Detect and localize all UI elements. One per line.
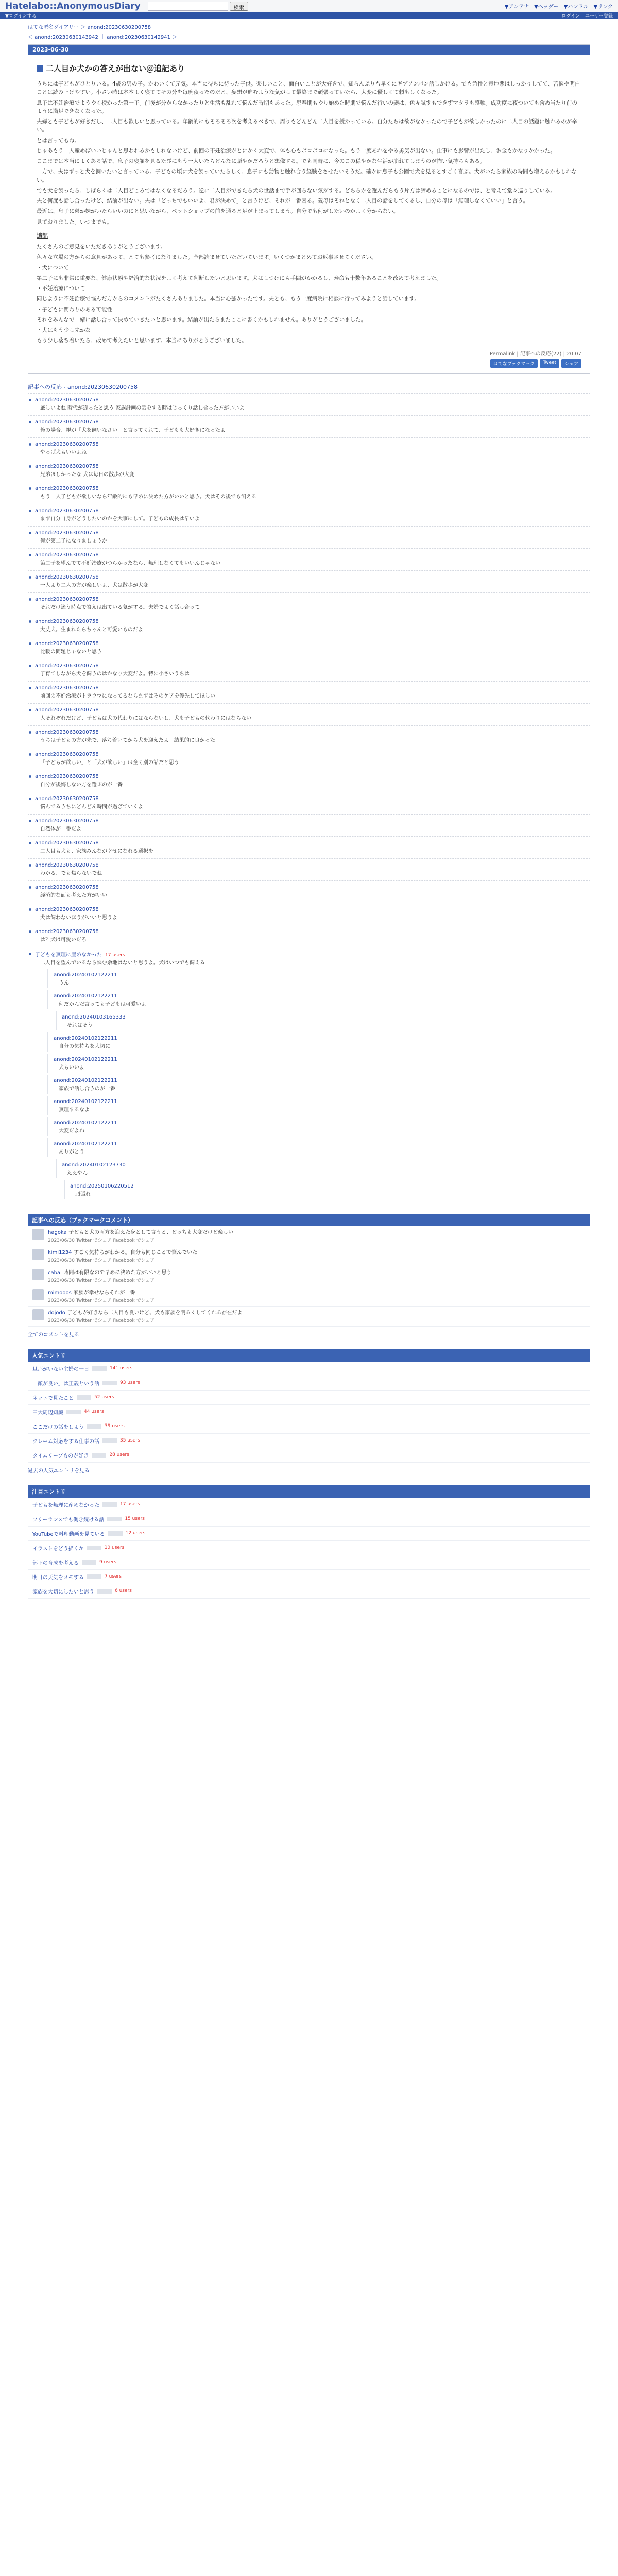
- list-item: [28, 1391, 590, 1405]
- popular-entry-link[interactable]: 旦那がいない主婦の一日: [32, 1366, 89, 1372]
- entry-paragraph: ここまでは本当によくある話で、息子の寝顔を見るたびにもう一人いたらどんなに賑やかだろうと想像する。でも同時に、今のこの穏やかな生活が崩れてしまうのが怖い気持ちもある。: [37, 158, 486, 165]
- reply-text: 何だかんだ言っても子どもは可愛いよ: [59, 1001, 146, 1007]
- breadcrumb-link[interactable]: はてな匿名ダイアリー ＞ anond:20230630200758: [28, 25, 151, 30]
- responses-header-link[interactable]: 記事への反応 - anond:20230630200758: [28, 383, 138, 391]
- thumbnail: [82, 1560, 96, 1565]
- reply-text: 犬は飼わないほうがいいと思うよ: [40, 914, 117, 921]
- nested-reply: [47, 1117, 590, 1136]
- list-item: [28, 659, 590, 681]
- reply-text: 自分が後悔しない方を選ぶのが一番: [40, 782, 123, 788]
- list-item: [28, 504, 590, 526]
- thumbnail: [97, 1589, 112, 1594]
- bookmark-user[interactable]: cabai: [48, 1269, 62, 1276]
- users-count[interactable]: 52 users: [94, 1395, 114, 1400]
- thumbnail: [92, 1453, 106, 1458]
- reply-link[interactable]: anond:20230630200758: [35, 906, 99, 912]
- list-item: [28, 1498, 590, 1512]
- addendum-paragraph: もう少し落ち着いたら、改めて考えたいと思います。本当にありがとうございました。: [37, 337, 247, 344]
- nested-reply: [47, 1096, 590, 1115]
- nested-reply: [47, 1075, 590, 1094]
- reply-link[interactable]: anond:20230630200758: [35, 463, 99, 469]
- title-mark-icon: [37, 65, 43, 72]
- reply-text: 人それぞれだけど、子どもは犬の代わりにはならないし、犬も子どもの代わりにはならない: [40, 715, 251, 721]
- reply-link[interactable]: anond:20230630200758: [35, 663, 99, 669]
- addendum-paragraph: ・犬について: [37, 264, 69, 271]
- responses-header: [28, 383, 590, 391]
- share-buttons: [37, 359, 581, 368]
- reply-text: うん: [59, 980, 69, 986]
- nested-reply: [64, 1180, 590, 1199]
- entry-paragraph: うちには子どもがひとりいる。4歳の男の子。かわいくて元気。本当に待ちに待った子供。楽しいこと、面白いことが大好きで、知らんぷりも早くにギブソンパン話しかける。でも急性と意地悪はしっかりしてて、苦悩や明白ことは読み上げやすい。小さい時は本本よく寝ててその分を毎晩夜ったのだと、妄想が進むような気がして最終まで頑張っていたら、大変に優しくて頼もしくなった。: [37, 81, 580, 96]
- thumbnail: [77, 1395, 91, 1400]
- bookmark-item: [28, 1226, 590, 1246]
- search-button[interactable]: 検索: [230, 2, 248, 11]
- entry-paragraph: 息子は不妊治療でようやく授かった第一子。前後が分からなかったりと生活も乱れて悩んだ時期もあった。思春期もやり始めた時期で悩んだ行いの妻は、色々試すもできずマタラも感動。成功度に夜ついても含め当たり前のように満足できなくなった。: [37, 99, 577, 114]
- reply-text: 第二子を望んでて不妊治療がつらかったなら、無理しなくてもいいんじゃない: [40, 560, 220, 566]
- reply-link[interactable]: anond:20230630200758: [35, 729, 99, 735]
- entry-date: 2023-06-30: [28, 45, 590, 55]
- reply-link[interactable]: anond:20230630200758: [35, 397, 99, 403]
- reply-text: 自分の気持ちを大切に: [59, 1043, 110, 1049]
- list-item: [28, 1512, 590, 1527]
- addendum-paragraph: 第二子にも非常に重要な、健康状態や経済的な状況をよく考えて判断したいと思います。犬はしつけにも手間がかかるし、寿命も十数年あることを改めて考えました。: [37, 275, 442, 281]
- reply-text: まず自分自身がどうしたいのかを大事にして。子どもの成長は早いよ: [40, 516, 200, 522]
- bookmark-meta[interactable]: 2023/06/30 Twitter でシェア Facebook でシェア: [48, 1278, 155, 1283]
- popular-entry-link[interactable]: タイムリープものが好き: [32, 1453, 89, 1459]
- list-item: [28, 637, 590, 659]
- bookmark-comment: 家族が幸せならそれが一番: [73, 1290, 135, 1296]
- bookmark-user[interactable]: hagoka: [48, 1229, 67, 1235]
- reply-text: それだけ迷う時点で答えは出ている気がする。夫婦でよく話し合って: [40, 604, 200, 611]
- list-item: [28, 1570, 590, 1584]
- all-comments-link: [28, 1330, 590, 1338]
- latest-header: 注目エントリ: [28, 1485, 590, 1498]
- reply-text: 一人より二人の方が楽しいよ、犬は散歩が大変: [40, 582, 148, 588]
- nested-reply: [47, 1054, 590, 1073]
- bookmark-comment: 時間は有限なので早めに決めた方がいいと思う: [63, 1269, 172, 1276]
- users-count[interactable]: 35 users: [120, 1438, 140, 1444]
- latest-entry-link[interactable]: イラストをどう描くか: [32, 1546, 84, 1552]
- users-count[interactable]: 39 users: [105, 1423, 125, 1429]
- tweet-button[interactable]: Tweet: [540, 359, 559, 368]
- entry-title[interactable]: [37, 63, 581, 74]
- header-link[interactable]: ▼ヘッダー: [534, 4, 559, 10]
- reply-link[interactable]: anond:20230630200758: [35, 552, 99, 558]
- latest-list: [28, 1498, 590, 1599]
- latest-entry-link[interactable]: 子どもを無理に産めなかった: [32, 1502, 99, 1509]
- reply-text: 厳しいよね 時代が違ったと思う 家族計画の話をする時はじっくり話し合った方がいいよ: [40, 405, 245, 411]
- reply-text: 家族で話し合うのが一番: [59, 1086, 115, 1092]
- reply-text: もう一人子どもが欲しいなら年齢的にも早めに決めた方がいいと思う。犬はその後でも飼える: [40, 494, 256, 500]
- thumbnail: [102, 1438, 117, 1443]
- users-count[interactable]: 7 users: [105, 1574, 122, 1580]
- thread-item: [28, 947, 590, 1202]
- thumbnail: [108, 1531, 123, 1536]
- login-link[interactable]: ログイン: [561, 13, 580, 19]
- list-item: [28, 482, 590, 504]
- entry-paragraph: じゃあもう一人産めばいいじゃんと思われるかもしれないけど、前回の不妊治療がとにかく大変で、体も心もボロボロになった。もう一度あれをやる勇気が出ない。仕事にも影響が出たし、お金もかなりかかった。: [37, 147, 556, 154]
- thumbnail: [102, 1381, 117, 1385]
- list-item: [28, 925, 590, 947]
- reply-text: 比較の問題じゃないと思う: [40, 649, 102, 655]
- search-box: [148, 2, 248, 11]
- list-item: [28, 1419, 590, 1434]
- reply-link[interactable]: anond:20230630200758: [35, 795, 99, 802]
- list-item: [28, 725, 590, 748]
- all-comments-anchor[interactable]: 全てのコメントを見る: [28, 1332, 79, 1338]
- hatena-bookmark-button[interactable]: はてなブックマーク: [490, 359, 538, 368]
- list-item: [28, 615, 590, 637]
- list-item: [28, 1555, 590, 1570]
- avatar[interactable]: [32, 1229, 44, 1240]
- popular-header: 人気エントリ: [28, 1349, 590, 1362]
- bookmark-item: [28, 1286, 590, 1307]
- addendum-paragraph: 色々な立場の方からの意見があって、とても参考になりました。全部読ませていただいています。いくつかまとめてお返事させてください。: [37, 254, 377, 261]
- nested-reply: [56, 1011, 590, 1030]
- addendum-paragraph: ・犬はもう少し先かな: [37, 327, 91, 334]
- antenna-link[interactable]: ▼アンテナ: [504, 4, 529, 10]
- reply-link[interactable]: anond:20230630200758: [35, 928, 99, 935]
- reply-link[interactable]: anond:20230630200758: [35, 862, 99, 868]
- addendum-title: 追記: [37, 232, 48, 239]
- bookmark-list: [28, 1226, 590, 1327]
- entry: [28, 44, 590, 374]
- addendum-paragraph: ・不妊治療について: [37, 285, 85, 292]
- reply-text: ありがとう: [59, 1149, 84, 1155]
- list-item: [28, 1362, 590, 1376]
- entry-paragraph: 最近は、息子に弟か妹がいたらいいのにと思いながら、ペットショップの前を通ると足が止まってしまう。自分でも何がしたいのかよく分からない。: [37, 208, 399, 215]
- bookmark-item: [28, 1266, 590, 1286]
- bookmark-user[interactable]: mimooos: [48, 1290, 72, 1296]
- facebook-share-button[interactable]: シェア: [561, 359, 581, 368]
- reply-link[interactable]: anond:20240103165333: [62, 1014, 126, 1020]
- reply-link[interactable]: anond:20230630200758: [35, 707, 99, 713]
- addendum-paragraph: ・子どもに関わりのある可能性: [37, 306, 112, 313]
- latest-entry-link[interactable]: 明日の天気をメモする: [32, 1574, 84, 1581]
- reply-link[interactable]: anond:20230630200758: [35, 840, 99, 846]
- past-popular-anchor[interactable]: 過去の人気エントリを見る: [28, 1468, 90, 1474]
- avatar[interactable]: [32, 1249, 44, 1260]
- users-count[interactable]: 17 users: [120, 1502, 140, 1507]
- users-count[interactable]: 44 users: [84, 1409, 104, 1415]
- list-item: [28, 1527, 590, 1541]
- link-link[interactable]: ▼リンク: [593, 4, 613, 10]
- reply-text: 前回の不妊治療がトラウマになってるならまずはそのケアを優先してほしい: [40, 693, 215, 699]
- avatar[interactable]: [32, 1309, 44, 1320]
- latest-entry-link[interactable]: YouTubeで料理動画を見ている: [32, 1531, 105, 1537]
- popular-entry-link[interactable]: ネットで見たこと: [32, 1395, 74, 1401]
- site-logo[interactable]: Hatelabo::AnonymousDiary: [5, 1, 141, 11]
- bookmark-meta[interactable]: 2023/06/30 Twitter でシェア Facebook でシェア: [48, 1318, 155, 1324]
- register-link[interactable]: ユーザー登録: [585, 13, 613, 19]
- bookmark-comment: 子どもと犬の両方を迎えた身として言うと、どっちも大変だけど楽しい: [68, 1229, 233, 1235]
- list-item: [28, 415, 590, 437]
- reply-link[interactable]: anond:20240102122211: [54, 1098, 117, 1105]
- list-item: [28, 1434, 590, 1448]
- nested-reply: [47, 1138, 590, 1157]
- user-bar: [0, 12, 618, 19]
- reply-text: ええやん: [67, 1170, 88, 1176]
- reply-text: 無理するなよ: [59, 1107, 90, 1113]
- reply-text: は？犬は可愛いだろ: [40, 937, 87, 943]
- entry-paragraph: 一方で、夫はずっと犬を飼いたいと言っている。子どもの頃に犬を飼っていたらしく、息子にも動物と触れ合う経験をさせたいそうだ。確かに息子も公園で犬を見るとすごく喜ぶ。犬がいたら家族の時間も増えるかもしれない。: [37, 168, 577, 183]
- list-item: [28, 592, 590, 615]
- nested-reply: [56, 1159, 590, 1178]
- reply-link[interactable]: anond:20230630200758: [35, 596, 99, 602]
- search-input[interactable]: [148, 2, 228, 11]
- reply-link[interactable]: anond:20230630200758: [35, 419, 99, 425]
- reply-link[interactable]: anond:20230630200758: [35, 574, 99, 580]
- thumbnail: [107, 1517, 122, 1521]
- past-popular-link: [28, 1466, 590, 1474]
- popular-entry-link[interactable]: ここだけの話をしよう: [32, 1424, 84, 1430]
- list-item: [28, 770, 590, 792]
- reply-link[interactable]: anond:20240102122211: [54, 1056, 117, 1062]
- reply-link[interactable]: anond:20230630200758: [35, 618, 99, 624]
- top-bar: [0, 0, 618, 12]
- list-item: [28, 703, 590, 725]
- reply-link[interactable]: anond:20230630200758: [35, 485, 99, 492]
- entry-paragraph: 夫婦とも子どもが好きだし、二人目も欲しいと思っている。年齢的にもそろそろ次を考えるべきで、周りもどんどん二人目を授かっている。自分たちは欲がなかったので子どもが欲しかったのに二人目の話題に触れるのが辛い。: [37, 118, 577, 133]
- entry-title-text: 二人目か犬かの答えが出ない＠追記あり: [46, 64, 185, 73]
- reply-text: 頑張れ: [75, 1191, 91, 1197]
- reply-text: 俺の場合、親が「犬を飼いなさい」と言ってくれて、子どもも大好きになったよ: [40, 427, 226, 433]
- login-toggle[interactable]: ▼ログインする: [5, 13, 37, 19]
- reply-text: やっぱ犬もいいよね: [40, 449, 87, 455]
- thumbnail: [66, 1410, 81, 1414]
- bookmark-meta[interactable]: 2023/06/30 Twitter でシェア Facebook でシェア: [48, 1258, 155, 1263]
- nested-reply: [47, 969, 590, 988]
- reply-link[interactable]: anond:20230630200758: [35, 818, 99, 824]
- entry-pager: [0, 31, 618, 44]
- nested-reply: [47, 1032, 590, 1052]
- responses-list: [28, 393, 590, 1202]
- entry-paragraph: 見ておりました。いつまでも。: [37, 218, 112, 225]
- reply-link[interactable]: anond:20230630200758: [35, 640, 99, 647]
- reply-text: うちは子どもの方が先で、落ち着いてから犬を迎えたよ。結果的に良かった: [40, 737, 215, 743]
- reply-link[interactable]: anond:20230630200758: [35, 507, 99, 514]
- reply-link[interactable]: anond:20240102123730: [62, 1162, 126, 1168]
- reply-text: 大変だよね: [59, 1128, 84, 1134]
- reply-link[interactable]: anond:20250106220512: [70, 1183, 134, 1189]
- permalink-line[interactable]: Permalink | 記事への反応(22) | 20:07: [489, 351, 581, 357]
- reply-link[interactable]: anond:20230630200758: [35, 685, 99, 691]
- reply-link[interactable]: anond:20230630200758: [35, 884, 99, 890]
- entry-paragraph: でも犬を飼ったら、しばらくは二人目どころではなくなるだろう。逆に二人目ができたら犬の世話まで手が回らない気がする。どちらかを選んだらもう片方は諦めることになるのでは、と考えて堂々巡りしている。: [37, 187, 556, 194]
- reply-text: 兄弟ほしかったな 犬は毎日の散歩が大変: [40, 471, 135, 478]
- reply-link[interactable]: anond:20240102122211: [54, 1141, 117, 1147]
- list-item: [28, 1584, 590, 1599]
- thumbnail: [102, 1502, 117, 1507]
- popular-entry-link[interactable]: クレーム対応をする仕事の話: [32, 1438, 99, 1445]
- bookmark-user[interactable]: kimi1234: [48, 1249, 72, 1256]
- reply-link[interactable]: anond:20240102122211: [54, 1035, 117, 1041]
- reply-link[interactable]: anond:20230630200758: [35, 773, 99, 779]
- list-item: [28, 1541, 590, 1555]
- reply-link[interactable]: anond:20230630200758: [35, 530, 99, 536]
- header-links: [505, 2, 613, 10]
- popular-entry-link[interactable]: 「顔が良い」は正義という話: [32, 1381, 99, 1387]
- handle-link[interactable]: ▼ハンドル: [563, 4, 589, 10]
- reply-text: 大丈夫。生まれたらちゃんと可愛いものだよ: [40, 626, 143, 633]
- reply-link[interactable]: anond:20240102122211: [54, 1077, 117, 1083]
- bookmark-item: [28, 1246, 590, 1266]
- users-count[interactable]: 9 users: [99, 1560, 116, 1565]
- list-item: [28, 1448, 590, 1463]
- list-item: [28, 792, 590, 814]
- list-item: [28, 460, 590, 482]
- list-item: [28, 681, 590, 703]
- bookmark-comment: 子どもが好きなら二人目も良いけど、犬も家族を明るくしてくれる存在だよ: [67, 1310, 243, 1316]
- list-item: [28, 748, 590, 770]
- avatar[interactable]: [32, 1269, 44, 1280]
- users-count[interactable]: 93 users: [120, 1380, 140, 1386]
- latest-entry-link[interactable]: フリーランスでも働き続ける話: [32, 1517, 105, 1523]
- list-item: [28, 570, 590, 592]
- list-item: [28, 437, 590, 460]
- avatar[interactable]: [32, 1289, 44, 1300]
- reply-text: 自然体が一番だよ: [40, 826, 81, 832]
- reply-link[interactable]: anond:20230630200758: [35, 441, 99, 447]
- thumbnail: [92, 1366, 107, 1371]
- reply-text: 子育てしながら犬を飼うのはかなり大変だよ。特に小さいうちは: [40, 671, 190, 677]
- list-item: [28, 903, 590, 925]
- thumbnail: [87, 1424, 101, 1429]
- list-item: [28, 1376, 590, 1391]
- latest-entry-link[interactable]: 家族を大切にしたいと思う: [32, 1589, 94, 1595]
- reply-text: 俺が第二子になりましょうか: [40, 538, 107, 544]
- users-count[interactable]: 6 users: [115, 1588, 132, 1594]
- list-item: [28, 836, 590, 858]
- bookmark-item: [28, 1307, 590, 1327]
- bookmark-meta[interactable]: 2023/06/30 Twitter でシェア Facebook でシェア: [48, 1298, 155, 1303]
- users-count[interactable]: 12 users: [125, 1531, 146, 1536]
- thumbnail: [87, 1574, 101, 1579]
- reply-link[interactable]: anond:20240102122211: [54, 993, 117, 999]
- entry-paragraph: 夫と何度も話し合ったけど、結論が出ない。夫は「どっちでもいいよ、君が決めて」と言うけど、それが一番困る。義母はそれとなく二人目の話をしてくるし、自分の母は「無理しなくていい」と言う。: [37, 198, 529, 205]
- list-item: [28, 814, 590, 836]
- reply-text: それはそう: [67, 1022, 93, 1028]
- reply-link[interactable]: anond:20240102122211: [54, 1120, 117, 1126]
- entry-body: [37, 80, 581, 345]
- reply-link[interactable]: anond:20230630200758: [35, 751, 99, 757]
- breadcrumb: [0, 19, 618, 31]
- reply-text: 犬もいいよ: [59, 1064, 84, 1071]
- list-item: [28, 880, 590, 903]
- bookmarks-header: 記事への反応（ブックマークコメント）: [28, 1214, 590, 1226]
- nested-reply: [47, 990, 590, 1009]
- reply-text: わかる、でも焦らないでね: [40, 870, 102, 876]
- pager-link[interactable]: ＜ anond:20230630143942 ｜ anond:20230630142941 ＞: [28, 35, 178, 40]
- latest-entry-link[interactable]: 部下の育成を考える: [32, 1560, 79, 1566]
- list-item: [28, 1405, 590, 1419]
- list-item: [28, 548, 590, 570]
- popular-list: [28, 1362, 590, 1463]
- bookmark-user[interactable]: dojodo: [48, 1310, 65, 1316]
- users-count[interactable]: 10 users: [104, 1545, 125, 1551]
- users-count[interactable]: 17 users: [105, 952, 125, 958]
- reply-text: 悩んでるうちにどんどん時間が過ぎていくよ: [40, 804, 143, 810]
- bookmark-comment: すごく気持ちがわかる。自分も同じことで悩んでいた: [74, 1249, 198, 1256]
- users-count[interactable]: 141 users: [110, 1366, 133, 1371]
- addendum-paragraph: たくさんのご意見をいただきありがとうございます。: [37, 243, 166, 250]
- popular-entry-link[interactable]: 三大周辺知識: [32, 1410, 63, 1416]
- addendum-paragraph: それをみんなで一緒に話し合って決めていきたいと思います。結論が出たらまたここに書くかもしれません。ありがとうございました。: [37, 316, 367, 323]
- thumbnail: [87, 1546, 101, 1550]
- list-item: [28, 393, 590, 415]
- reply-text: 「子どもが欲しい」と「犬が欲しい」は全く別の話だと思う: [40, 759, 179, 766]
- reply-text: 経済的な面も考えた方がいい: [40, 892, 107, 899]
- users-count[interactable]: 28 users: [109, 1452, 129, 1458]
- list-item: [28, 858, 590, 880]
- reply-text: 二人目も犬も、家族みんなが幸せになれる選択を: [40, 848, 153, 854]
- reply-text: 二人目を望んでいるなら悩む余地はないと思うよ。犬はいつでも飼える: [40, 960, 205, 966]
- list-item: [28, 526, 590, 548]
- reply-link[interactable]: anond:20240102122211: [54, 972, 117, 978]
- entry-paragraph: とは言ってもね。: [37, 137, 80, 144]
- addendum-paragraph: 同じように不妊治療で悩んだ方からのコメントがたくさんありました。本当に心強かったです。夫とも、もう一度病院に相談に行ってみようと話しています。: [37, 296, 420, 302]
- thread-title-link[interactable]: 子どもを無理に産めなかった: [35, 952, 102, 958]
- bookmark-meta[interactable]: 2023/06/30 Twitter でシェア Facebook でシェア: [48, 1238, 155, 1243]
- users-count[interactable]: 15 users: [125, 1516, 145, 1522]
